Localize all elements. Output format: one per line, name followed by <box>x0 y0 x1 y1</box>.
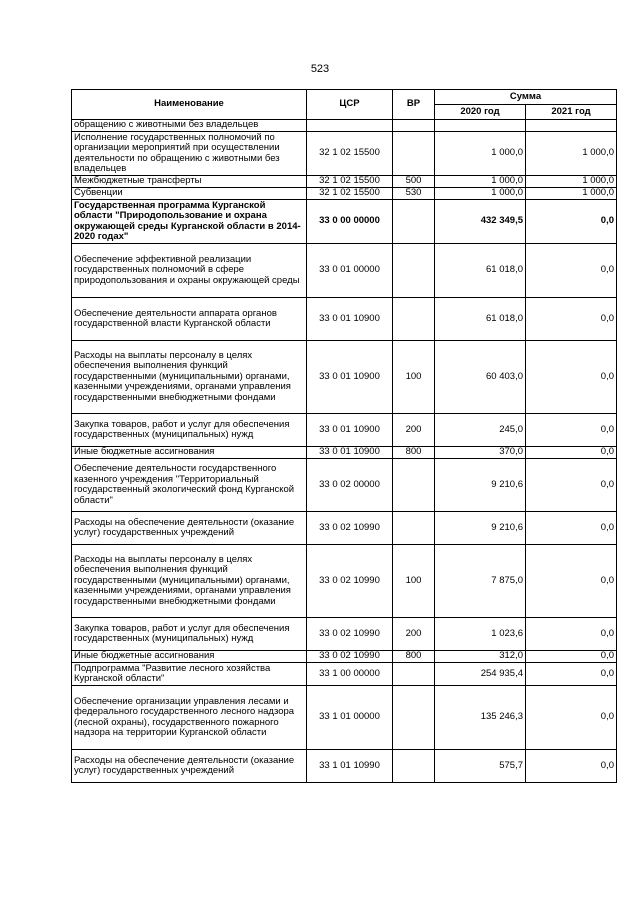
table-row <box>72 188 617 200</box>
row-sum-2021: 0,0 <box>526 651 617 663</box>
row-name: Межбюджетные трансферты <box>72 176 307 188</box>
row-name: Расходы на выплаты персоналу в целях обеспечения выполнения функций государственными (муниципальными) органами, казенными учреждениями, органами управления государственными внебюджетными фондами <box>72 341 307 414</box>
header-sum: Сумма <box>435 90 617 105</box>
row-vr: 200 <box>393 618 435 651</box>
row-sum-2020: 1 000,0 <box>435 188 526 200</box>
table-row <box>72 120 617 132</box>
row-csr: 33 1 01 00000 <box>307 686 393 750</box>
header-csr: ЦСР <box>307 90 393 120</box>
row-vr <box>393 132 435 176</box>
row-sum-2021: 0,0 <box>526 447 617 459</box>
row-name: Расходы на обеспечение деятельности (оказание услуг) государственных учреждений <box>72 750 307 783</box>
row-name: Иные бюджетные ассигнования <box>72 651 307 663</box>
row-csr: 32 1 02 15500 <box>307 188 393 200</box>
row-csr: 33 0 01 10900 <box>307 341 393 414</box>
row-vr: 100 <box>393 341 435 414</box>
table-row <box>72 750 617 783</box>
row-name: Иные бюджетные ассигнования <box>72 447 307 459</box>
budget-table <box>71 89 617 783</box>
row-vr <box>393 200 435 244</box>
row-sum-2020: 370,0 <box>435 447 526 459</box>
row-vr <box>393 750 435 783</box>
row-vr <box>393 686 435 750</box>
row-name: Исполнение государственных полномочий по организации мероприятий при осуществлении деятельности по обращению с животными без владельцев <box>72 132 307 176</box>
row-name: Обеспечение деятельности государственного казенного учреждения "Территориальный государственный экологический фонд Курганской области" <box>72 459 307 512</box>
header-name: Наименование <box>72 90 307 120</box>
header-vr: ВР <box>393 90 435 120</box>
row-sum-2020 <box>435 120 526 132</box>
table-row <box>72 200 617 244</box>
row-sum-2021: 0,0 <box>526 618 617 651</box>
row-name: Субвенции <box>72 188 307 200</box>
row-vr <box>393 120 435 132</box>
row-vr <box>393 244 435 298</box>
row-sum-2020: 60 403,0 <box>435 341 526 414</box>
table-row <box>72 651 617 663</box>
row-name: Обеспечение эффективной реализации государственных полномочий в сфере природопользования и охраны окружающей среды <box>72 244 307 298</box>
table-row <box>72 132 617 176</box>
table-row <box>72 663 617 686</box>
row-vr: 200 <box>393 414 435 447</box>
row-vr: 100 <box>393 545 435 618</box>
row-vr: 530 <box>393 188 435 200</box>
row-sum-2021 <box>526 120 617 132</box>
row-csr: 33 0 02 00000 <box>307 459 393 512</box>
row-csr: 33 0 01 10900 <box>307 447 393 459</box>
table-row <box>72 459 617 512</box>
row-sum-2020: 1 000,0 <box>435 132 526 176</box>
row-csr: 33 0 02 10990 <box>307 512 393 545</box>
row-csr <box>307 120 393 132</box>
row-vr <box>393 298 435 341</box>
row-csr: 33 0 00 00000 <box>307 200 393 244</box>
row-sum-2021: 1 000,0 <box>526 132 617 176</box>
table-row <box>72 512 617 545</box>
row-name: Расходы на выплаты персоналу в целях обеспечения выполнения функций государственными (муниципальными) органами, казенными учреждениями, органами управления государственными внебюджетными фондами <box>72 545 307 618</box>
row-vr: 800 <box>393 447 435 459</box>
row-sum-2020: 9 210,6 <box>435 459 526 512</box>
row-name: Подпрограмма "Развитие лесного хозяйства Курганской области" <box>72 663 307 686</box>
row-csr: 33 1 00 00000 <box>307 663 393 686</box>
row-name: Обеспечение организации управления лесами и федерального государственного лесного надзора (лесной охраны), государственного пожарного надзора на территории Курганской области <box>72 686 307 750</box>
row-sum-2021: 0,0 <box>526 512 617 545</box>
row-sum-2021: 0,0 <box>526 545 617 618</box>
row-sum-2021: 0,0 <box>526 200 617 244</box>
row-sum-2021: 0,0 <box>526 298 617 341</box>
row-csr: 33 0 02 10990 <box>307 545 393 618</box>
row-sum-2021: 0,0 <box>526 414 617 447</box>
table-row <box>72 447 617 459</box>
row-sum-2020: 1 023,6 <box>435 618 526 651</box>
table-row <box>72 545 617 618</box>
row-sum-2020: 1 000,0 <box>435 176 526 188</box>
row-vr <box>393 459 435 512</box>
row-sum-2021: 0,0 <box>526 341 617 414</box>
row-sum-2020: 135 246,3 <box>435 686 526 750</box>
table-row <box>72 341 617 414</box>
row-sum-2020: 245,0 <box>435 414 526 447</box>
row-sum-2020: 9 210,6 <box>435 512 526 545</box>
row-csr: 33 0 02 10990 <box>307 618 393 651</box>
row-sum-2020: 432 349,5 <box>435 200 526 244</box>
row-sum-2021: 0,0 <box>526 750 617 783</box>
table-row <box>72 176 617 188</box>
row-sum-2020: 575,7 <box>435 750 526 783</box>
row-sum-2021: 0,0 <box>526 663 617 686</box>
row-vr: 800 <box>393 651 435 663</box>
table-row <box>72 618 617 651</box>
row-csr: 33 0 01 10900 <box>307 414 393 447</box>
row-name: обращению с животными без владельцев <box>72 120 307 132</box>
row-vr <box>393 512 435 545</box>
row-sum-2020: 61 018,0 <box>435 244 526 298</box>
table-row <box>72 298 617 341</box>
row-sum-2021: 1 000,0 <box>526 176 617 188</box>
row-name: Закупка товаров, работ и услуг для обеспечения государственных (муниципальных) нужд <box>72 618 307 651</box>
row-sum-2020: 254 935,4 <box>435 663 526 686</box>
header-year-2021: 2021 год <box>526 105 617 120</box>
row-vr: 500 <box>393 176 435 188</box>
row-csr: 33 0 02 10990 <box>307 651 393 663</box>
row-csr: 33 0 01 10900 <box>307 298 393 341</box>
row-name: Закупка товаров, работ и услуг для обеспечения государственных (муниципальных) нужд <box>72 414 307 447</box>
table-header <box>72 90 617 120</box>
row-csr: 32 1 02 15500 <box>307 176 393 188</box>
row-name: Государственная программа Курганской области "Природопользование и охрана окружающей среды Курганской области в 2014-2020 годах" <box>72 200 307 244</box>
row-name: Расходы на обеспечение деятельности (оказание услуг) государственных учреждений <box>72 512 307 545</box>
table-row <box>72 686 617 750</box>
table-row <box>72 414 617 447</box>
row-sum-2021: 0,0 <box>526 244 617 298</box>
row-vr <box>393 663 435 686</box>
table-body <box>72 120 617 783</box>
row-csr: 33 0 01 00000 <box>307 244 393 298</box>
row-sum-2021: 0,0 <box>526 686 617 750</box>
header-year-2020: 2020 год <box>435 105 526 120</box>
row-sum-2020: 7 875,0 <box>435 545 526 618</box>
row-name: Обеспечение деятельности аппарата органов государственной власти Курганской области <box>72 298 307 341</box>
row-csr: 33 1 01 10990 <box>307 750 393 783</box>
row-sum-2020: 61 018,0 <box>435 298 526 341</box>
table-row <box>72 244 617 298</box>
page-number: 523 <box>310 63 330 75</box>
row-sum-2021: 0,0 <box>526 459 617 512</box>
row-csr: 32 1 02 15500 <box>307 132 393 176</box>
row-sum-2020: 312,0 <box>435 651 526 663</box>
row-sum-2021: 1 000,0 <box>526 188 617 200</box>
